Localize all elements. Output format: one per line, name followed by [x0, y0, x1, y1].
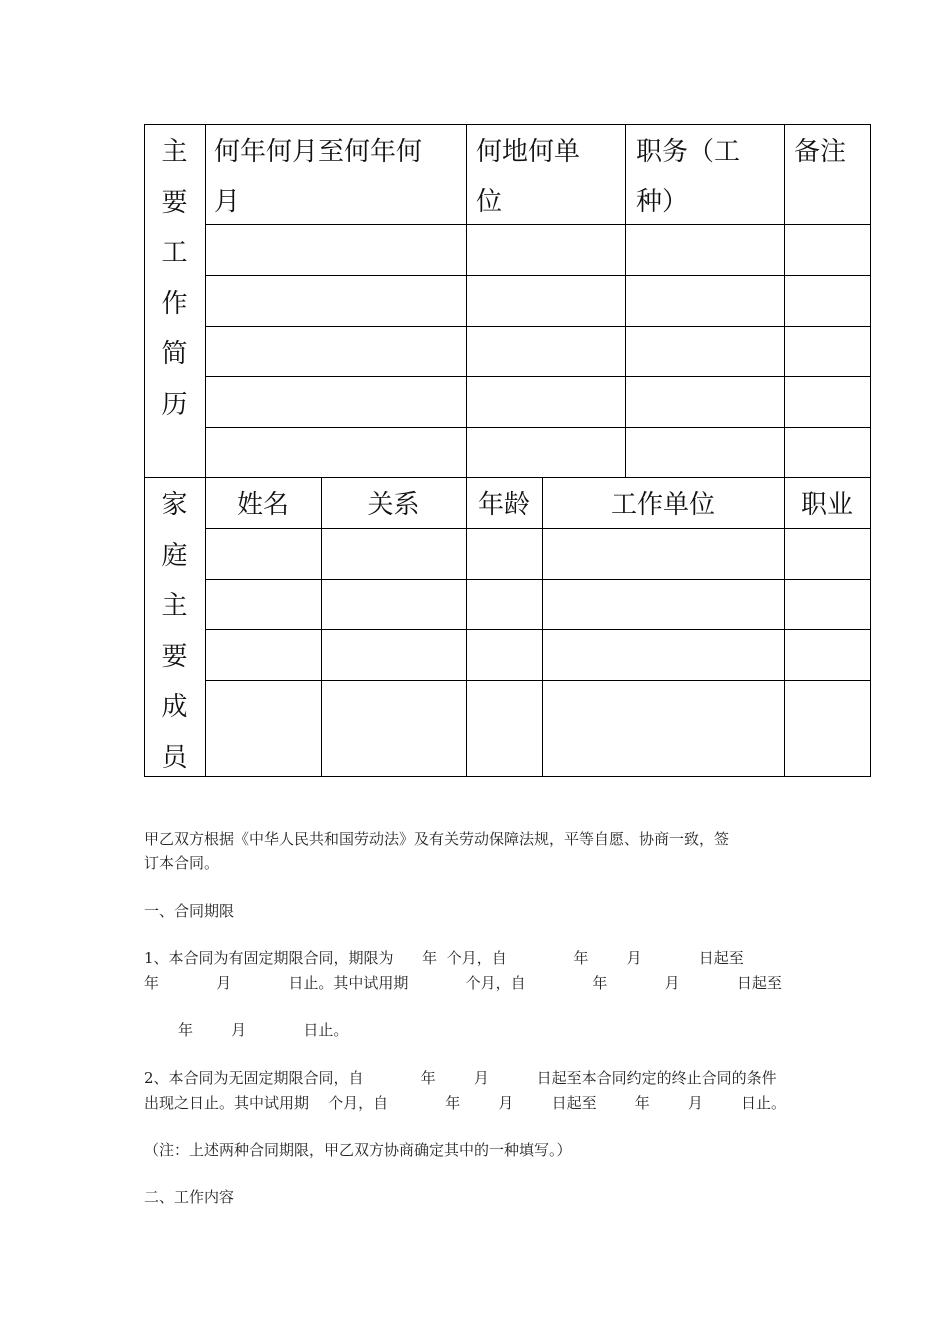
col-header-position: 职务（工 种）	[636, 137, 741, 217]
col-header-period: 何年何月至何年何 月	[214, 137, 423, 217]
section-heading-term: 一、合同期限	[144, 902, 235, 920]
work-col-line	[784, 124, 785, 477]
intro-paragraph-line1: 甲乙双方根据《中华人民共和国劳动法》及有关劳动保障法规，平等自愿、协商一致，签	[144, 830, 730, 848]
family-row-line	[205, 680, 871, 681]
work-col-line	[466, 124, 467, 477]
clause-2-line1: 2、本合同为无固定期限合同，自 年 月 日起至本合同约定的终止合同的条件	[144, 1069, 777, 1087]
work-history-label: 主 要 工 作 简 历	[161, 137, 188, 420]
work-row-line	[205, 376, 871, 377]
section-divider	[144, 477, 871, 478]
section-heading-work-content: 二、工作内容	[144, 1188, 235, 1206]
work-row-line	[205, 275, 871, 276]
family-row-line	[205, 579, 871, 580]
col-header-occupation: 职业	[800, 490, 853, 520]
table-border-bottom	[144, 776, 871, 777]
clause-2-line2: 出现之日止。其中试用期 个月，自 年 月 日起至 年 月 日止。	[144, 1094, 787, 1112]
term-note: （注：上述两种合同期限，甲乙双方协商确定其中的一种填写。）	[144, 1141, 572, 1159]
col-header-workplace: 工作单位	[610, 490, 715, 520]
col-header-place: 何地何单 位	[476, 137, 581, 217]
family-members-label: 家 庭 主 要 成 员	[161, 490, 188, 773]
col-header-name: 姓名	[236, 490, 289, 520]
intro-paragraph-line2: 订本合同。	[144, 854, 220, 872]
work-col-line	[625, 124, 626, 477]
clause-1-line2: 年 月 日止。其中试用期 个月，自 年 月 日起至	[144, 974, 782, 992]
clause-1-line3: 年 月 日止。	[178, 1021, 349, 1039]
clause-1-line1: 1、本合同为有固定期限合同，期限为 年 个月，自 年 月 日起至	[144, 949, 744, 967]
col-header-notes: 备注	[794, 137, 847, 167]
work-row-line	[205, 326, 871, 327]
col-header-age: 年龄	[477, 490, 530, 520]
col-header-relation: 关系	[367, 490, 420, 520]
table-border-top	[144, 124, 871, 125]
work-row-line	[205, 427, 871, 428]
family-row-line	[205, 629, 871, 630]
